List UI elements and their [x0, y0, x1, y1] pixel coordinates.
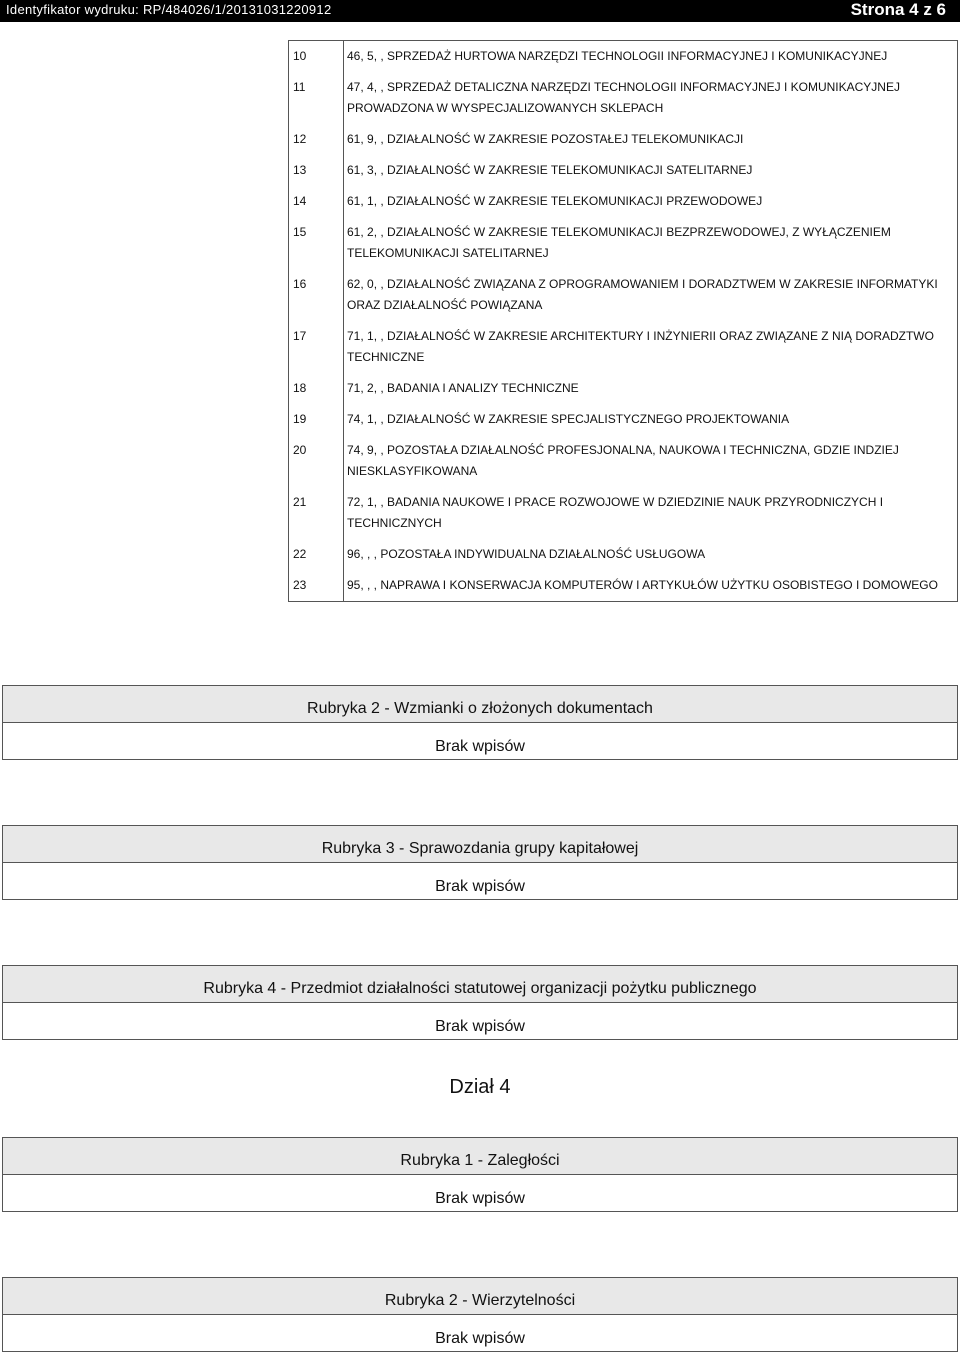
table-row — [289, 435, 958, 487]
table-row — [289, 373, 958, 404]
table-row — [289, 41, 958, 73]
row-activity-text: 61, 9, , DZIAŁALNOŚĆ W ZAKRESIE POZOSTAŁEJ TELEKOMUNIKACJI — [347, 132, 744, 146]
row-activity-text: 62, 0, , DZIAŁALNOŚĆ ZWIĄZANA Z OPROGRAMOWANIEM I DORADZTWEM W ZAKRESIE INFORMATYKI ORAZ DZIAŁALNOŚĆ POWIĄZANA — [347, 277, 938, 312]
section-rubryka-4-przedmiot — [2, 965, 958, 1040]
row-activity-text: 46, 5, , SPRZEDAŻ HURTOWA NARZĘDZI TECHNOLOGII INFORMACYJNEJ I KOMUNIKACYJNEJ — [347, 49, 888, 63]
row-number: 13 — [289, 155, 344, 186]
pkd-activity-table — [288, 40, 958, 602]
section-title: Rubryka 1 - Zaległości — [3, 1138, 957, 1175]
dzial-heading: Dział 4 — [449, 1076, 511, 1098]
row-activity-text: 74, 9, , POZOSTAŁA DZIAŁALNOŚĆ PROFESJONALNA, NAUKOWA I TECHNICZNA, GDZIE INDZIEJ NIESKLASYFIKOWANA — [347, 443, 899, 478]
table-row — [289, 124, 958, 155]
section-title: Rubryka 2 - Wzmianki o złożonych dokumentach — [3, 686, 957, 723]
table-row — [289, 487, 958, 539]
table-row — [289, 570, 958, 602]
page-number: Strona 4 z 6 — [850, 0, 946, 19]
table-row — [289, 217, 958, 269]
table-row — [289, 269, 958, 321]
section-body: Brak wpisów — [435, 738, 525, 755]
row-number: 16 — [289, 269, 344, 321]
section-rubryka-3-sprawozdania — [2, 825, 958, 900]
table-row — [289, 186, 958, 217]
row-number: 15 — [289, 217, 344, 269]
section-body: Brak wpisów — [435, 1018, 525, 1035]
print-identifier: Identyfikator wydruku: RP/484026/1/20131031220912 — [6, 2, 332, 17]
row-activity-text: 72, 1, , BADANIA NAUKOWE I PRACE ROZWOJOWE W DZIEDZINIE NAUK PRZYRODNICZYCH I TECHNICZNYCH — [347, 495, 884, 530]
row-number: 19 — [289, 404, 344, 435]
row-activity-text: 74, 1, , DZIAŁALNOŚĆ W ZAKRESIE SPECJALISTYCZNEGO PROJEKTOWANIA — [347, 412, 790, 426]
row-number: 22 — [289, 539, 344, 570]
row-number: 14 — [289, 186, 344, 217]
section-title: Rubryka 4 - Przedmiot działalności statutowej organizacji pożytku publicznego — [3, 966, 957, 1003]
row-activity-text: 61, 2, , DZIAŁALNOŚĆ W ZAKRESIE TELEKOMUNIKACJI BEZPRZEWODOWEJ, Z WYŁĄCZENIEM TELEKOMUNIKACJI SATELITARNEJ — [347, 225, 891, 260]
row-activity-text: 71, 1, , DZIAŁALNOŚĆ W ZAKRESIE ARCHITEKTURY I INŻYNIERII ORAZ ZWIĄZANE Z NIĄ DORADZTWO TECHNICZNE — [347, 329, 934, 364]
section-rubryka-2-wzmianki — [2, 685, 958, 760]
row-activity-text: 61, 3, , DZIAŁALNOŚĆ W ZAKRESIE TELEKOMUNIKACJI SATELITARNEJ — [347, 163, 753, 177]
table-row — [289, 72, 958, 124]
row-number: 11 — [289, 72, 344, 124]
section-rubryka-2-wierzytelnosci — [2, 1277, 958, 1352]
row-number: 18 — [289, 373, 344, 404]
print-header-bar — [0, 0, 960, 22]
row-activity-text: 47, 4, , SPRZEDAŻ DETALICZNA NARZĘDZI TECHNOLOGII INFORMACYJNEJ I KOMUNIKACYJNEJ PROWADZONA W WYSPECJALIZOWANYCH SKLEPACH — [347, 80, 900, 115]
row-number: 21 — [289, 487, 344, 539]
row-activity-text: 71, 2, , BADANIA I ANALIZY TECHNICZNE — [347, 381, 579, 395]
row-number: 20 — [289, 435, 344, 487]
row-activity-text: 61, 1, , DZIAŁALNOŚĆ W ZAKRESIE TELEKOMUNIKACJI PRZEWODOWEJ — [347, 194, 763, 208]
row-activity-text: 95, , , NAPRAWA I KONSERWACJA KOMPUTERÓW I ARTYKUŁÓW UŻYTKU OSOBISTEGO I DOMOWEGO — [347, 578, 938, 592]
row-number: 10 — [289, 41, 344, 73]
table-row — [289, 404, 958, 435]
row-number: 12 — [289, 124, 344, 155]
section-body: Brak wpisów — [435, 1330, 525, 1347]
section-body: Brak wpisów — [435, 1190, 525, 1207]
table-row — [289, 155, 958, 186]
section-title: Rubryka 2 - Wierzytelności — [3, 1278, 957, 1315]
section-rubryka-1-zaleglosci — [2, 1137, 958, 1212]
section-body: Brak wpisów — [435, 878, 525, 895]
table-row — [289, 539, 958, 570]
table-row — [289, 321, 958, 373]
row-number: 23 — [289, 570, 344, 602]
section-title: Rubryka 3 - Sprawozdania grupy kapitałowej — [3, 826, 957, 863]
row-number: 17 — [289, 321, 344, 373]
row-activity-text: 96, , , POZOSTAŁA INDYWIDUALNA DZIAŁALNOŚĆ USŁUGOWA — [347, 547, 706, 561]
